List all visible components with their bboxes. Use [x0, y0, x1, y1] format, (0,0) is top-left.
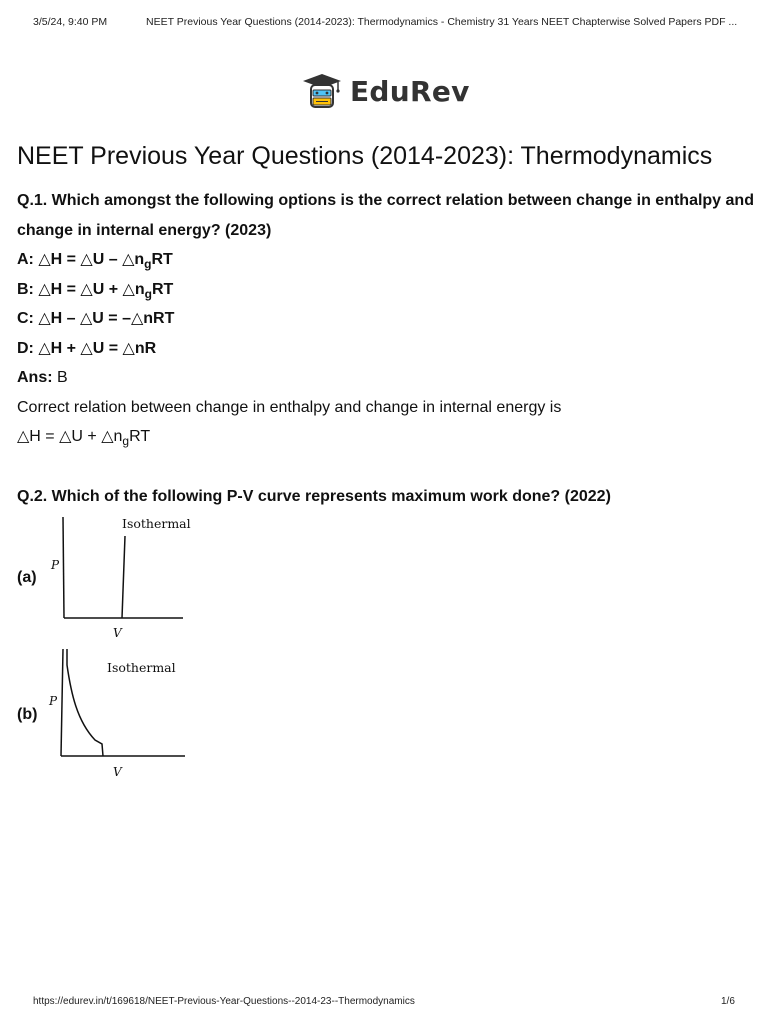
question-content: [17, 186, 757, 511]
edurev-logo[interactable]: [302, 72, 470, 110]
footer-page-number: 1/6: [721, 996, 735, 1007]
page-title: NEET Previous Year Questions (2014-2023): Thermodynamics: [17, 142, 713, 170]
q2-question: Q.2. Which of the following P-V curve represents maximum work done? (2022): [17, 487, 611, 505]
logo-wordmark: EduRev: [350, 74, 470, 108]
q1-formula: △H = △U + $\triangle n_gRT$: [17, 428, 151, 448]
graduation-cap-icon: [302, 72, 342, 110]
q1-option-a: A: △H = △U – $\triangle n_gRT$: [17, 251, 173, 271]
y-axis-label-b: P: [49, 694, 58, 708]
curve-label-b: Isothermal: [107, 660, 176, 675]
q1-option-b: B: △H = △U + $\triangle n_gRT$: [17, 280, 174, 301]
q1-question: Q.1. Which amongst the following options is the correct relation between change in enthalpy and change in internal energy? (2023): [17, 192, 754, 239]
print-date: 3/5/24, 9:40 PM: [33, 16, 108, 28]
footer-url: https://edurev.in/t/169618/NEET-Previous-Year-Questions--2014-23--Thermodynamics: [33, 996, 415, 1007]
print-header-title: NEET Previous Year Questions (2014-2023): Thermodynamics - Chemistry 31 Years NEET Chapterwise Solved Papers PDF ...: [146, 16, 738, 28]
y-axis-label-a: P: [51, 558, 60, 572]
q1-explanation: Correct relation between change in enthalpy and change in internal energy is: [17, 398, 562, 416]
q2-figure-a: [17, 512, 215, 644]
q1-option-c: C: △H – △U = –△nRT: [17, 310, 175, 327]
x-axis-label-a: V: [113, 626, 122, 640]
pv-graph-b: [49, 645, 215, 785]
figure-a-label: (a): [17, 569, 37, 586]
figure-b-label: (b): [17, 706, 38, 723]
q2-figure-b: [17, 645, 215, 785]
q1-option-d: D: △H + △U = △nR: [17, 339, 157, 357]
pv-graph-a: [51, 512, 215, 644]
x-axis-label-b: V: [113, 765, 122, 779]
q1-answer: Ans: B: [17, 369, 68, 386]
curve-label-a: Isothermal: [122, 516, 191, 531]
